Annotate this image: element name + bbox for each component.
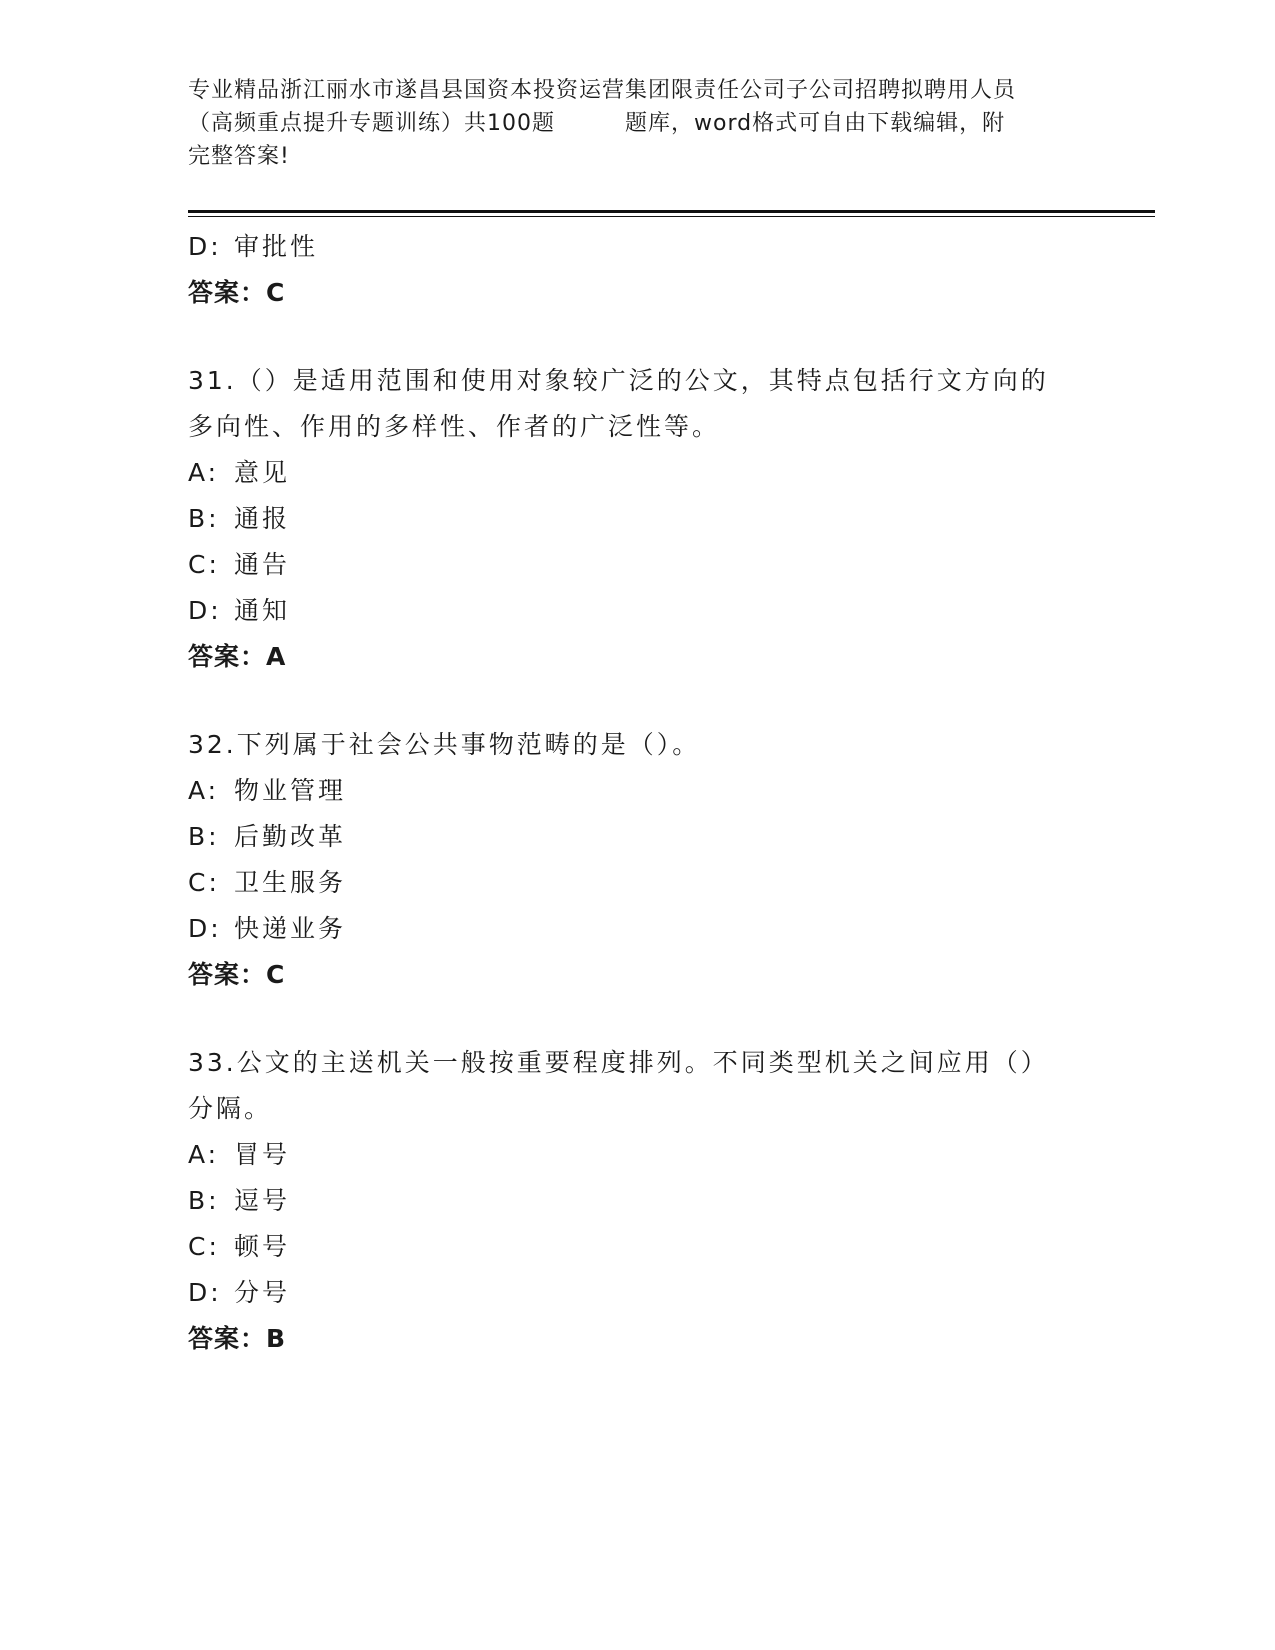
header-line-2 xyxy=(188,107,1088,140)
answer-line: 答案：C xyxy=(188,960,286,989)
question-32 xyxy=(188,722,1088,998)
option-text: 通报 xyxy=(234,504,291,533)
option-text: 意见 xyxy=(234,458,291,487)
option-line xyxy=(188,860,1088,906)
option-text: 冒号 xyxy=(234,1140,291,1169)
option-text: 逗号 xyxy=(234,1186,291,1215)
header-divider-thin xyxy=(188,216,1155,217)
option-key: D: xyxy=(188,1278,222,1307)
option-line xyxy=(188,450,1088,496)
header-line-2-part-2: 题库，word格式可自由下载编辑，附 xyxy=(625,111,1006,136)
option-key: B: xyxy=(188,822,220,851)
question-stem: 32.下列属于社会公共事物范畴的是（）。 xyxy=(188,730,701,759)
option-text: 卫生服务 xyxy=(234,868,347,897)
option-line xyxy=(188,768,1088,814)
question-33 xyxy=(188,1040,1088,1362)
option-text: 审批性 xyxy=(234,232,319,261)
header-line-3: 完整答案! xyxy=(188,144,290,169)
option-line xyxy=(188,1270,1088,1316)
option-text: 通知 xyxy=(234,596,291,625)
question-31 xyxy=(188,358,1088,680)
option-line xyxy=(188,224,1088,270)
question-stem-continued: 分隔。 xyxy=(188,1094,273,1123)
option-text: 后勤改革 xyxy=(234,822,347,851)
answer-line: 答案：C xyxy=(188,278,286,307)
option-line xyxy=(188,496,1088,542)
question-content xyxy=(188,224,1088,1362)
option-key: D: xyxy=(188,596,222,625)
header-line-2-part-1: （高频重点提升专题训练）共100题 xyxy=(188,111,555,136)
option-key: B: xyxy=(188,1186,220,1215)
option-line xyxy=(188,588,1088,634)
option-key: C: xyxy=(188,1232,220,1261)
option-line xyxy=(188,906,1088,952)
option-text: 分号 xyxy=(234,1278,291,1307)
header-line-1: 专业精品浙江丽水市遂昌县国资本投资运营集团限责任公司子公司招聘拟聘用人员 xyxy=(188,78,1017,103)
option-text: 物业管理 xyxy=(234,776,347,805)
answer-line: 答案：B xyxy=(188,1324,287,1353)
option-line xyxy=(188,1178,1088,1224)
option-key: C: xyxy=(188,868,220,897)
option-key: D: xyxy=(188,232,222,261)
option-text: 通告 xyxy=(234,550,291,579)
option-line xyxy=(188,1224,1088,1270)
option-line xyxy=(188,814,1088,860)
option-key: B: xyxy=(188,504,220,533)
header-divider-thick xyxy=(188,210,1155,213)
option-text: 顿号 xyxy=(234,1232,291,1261)
option-key: C: xyxy=(188,550,220,579)
page-header xyxy=(188,74,1088,173)
option-text: 快递业务 xyxy=(234,914,347,943)
answer-line: 答案：A xyxy=(188,642,287,671)
option-key: A: xyxy=(188,458,220,487)
option-line xyxy=(188,1132,1088,1178)
option-key: A: xyxy=(188,776,220,805)
option-key: D: xyxy=(188,914,222,943)
question-stem-continued: 多向性、作用的多样性、作者的广泛性等。 xyxy=(188,412,721,441)
option-key: A: xyxy=(188,1140,220,1169)
option-line xyxy=(188,542,1088,588)
question-stem: 33.公文的主送机关一般按重要程度排列。不同类型机关之间应用（） xyxy=(188,1048,1049,1077)
question-stem: 31.（）是适用范围和使用对象较广泛的公文，其特点包括行文方向的 xyxy=(188,366,1049,395)
